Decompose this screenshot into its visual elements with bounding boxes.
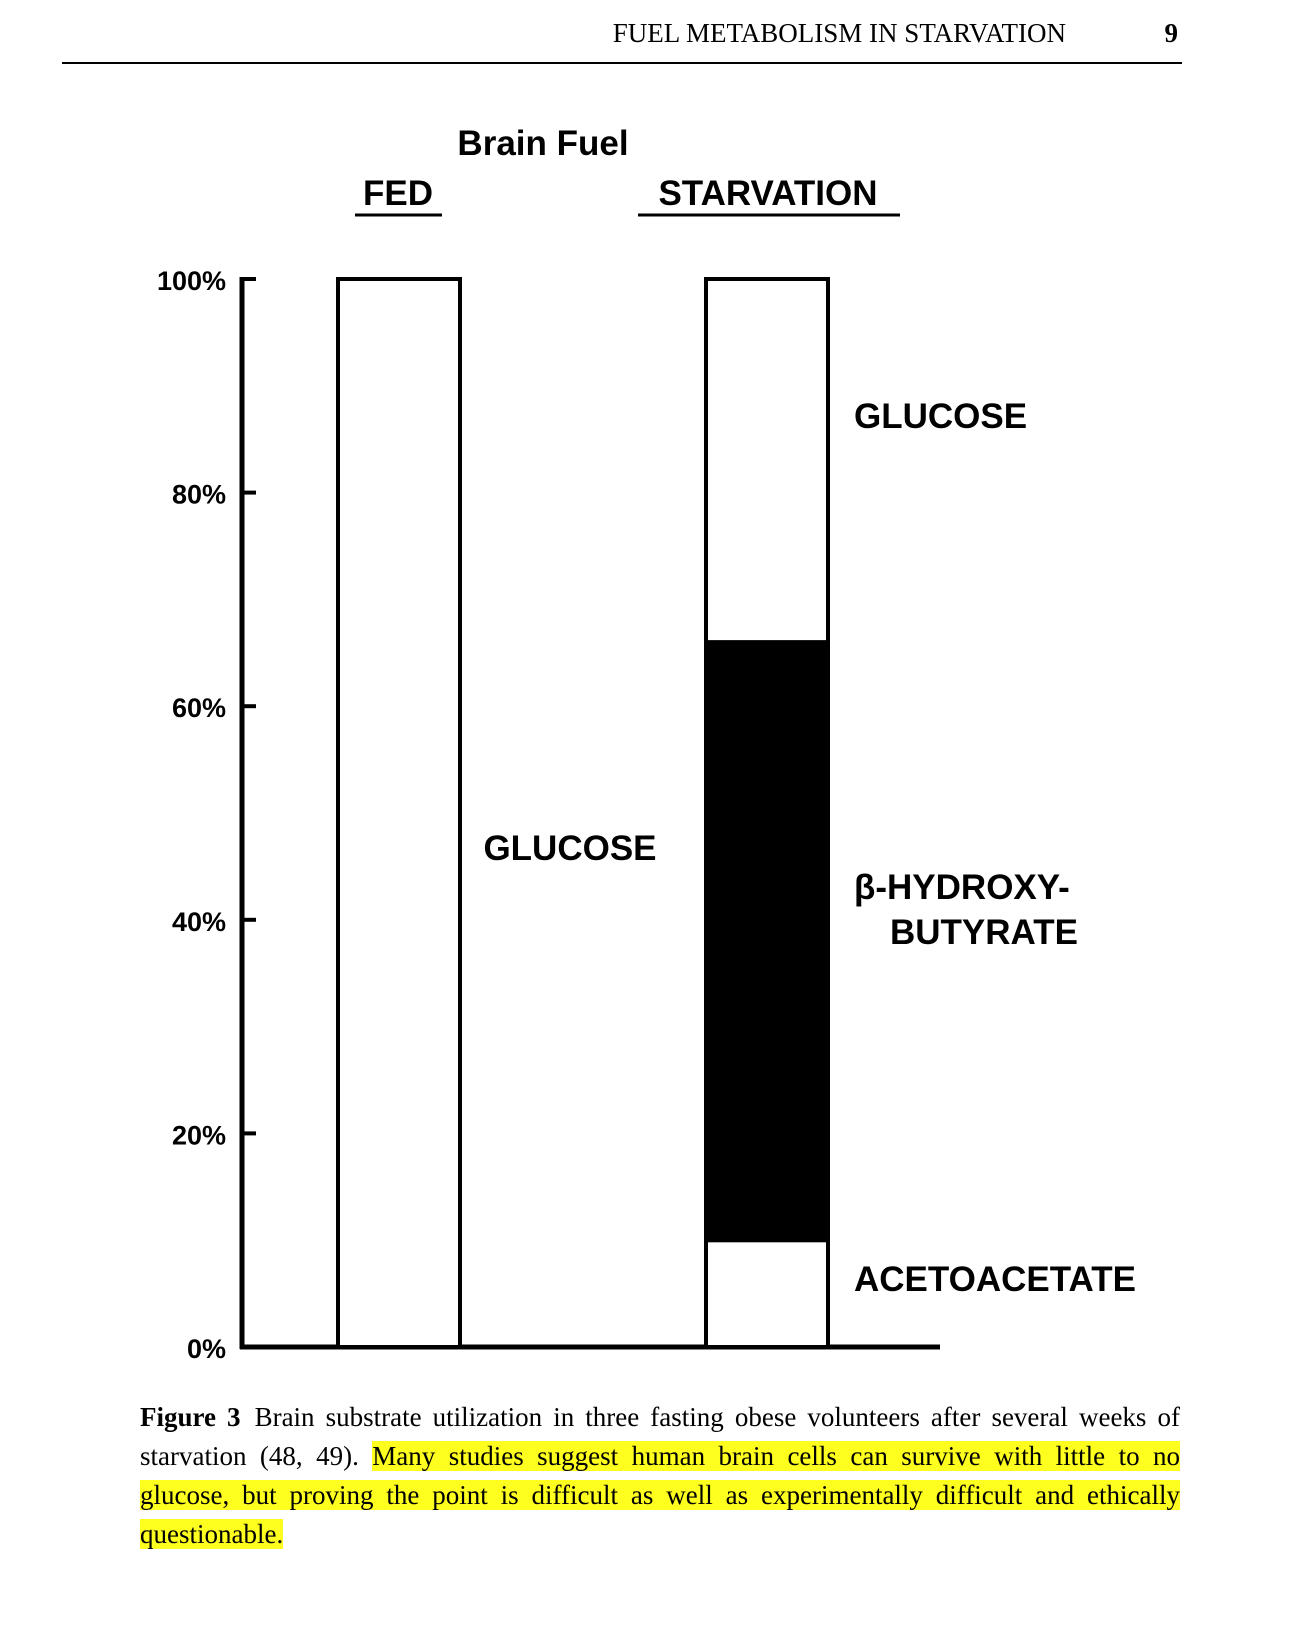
bar-starvation-segment-1 <box>706 642 828 1240</box>
hydroxy-label-line2: BUTYRATE <box>890 913 1078 952</box>
bar-starvation-segment-0 <box>706 1240 828 1347</box>
y-tick-label: 0% <box>186 1334 226 1364</box>
acetoacetate-label: ACETOACETATE <box>854 1260 1136 1299</box>
y-tick-label: 80% <box>171 479 226 510</box>
bar-fed-segment-2 <box>338 279 460 1347</box>
fed-glucose-label: GLUCOSE <box>483 829 657 868</box>
y-tick-label: 40% <box>171 906 226 937</box>
caption-label: Figure 3 <box>140 1402 241 1432</box>
caption-text: Brain substrate utilization in three fasting obese volunteers after several weeks of starvation (48, 49). <box>140 1402 1180 1471</box>
bar-starvation-segment-2 <box>706 279 828 642</box>
y-tick-label: 60% <box>171 693 226 724</box>
y-tick-label: 100% <box>156 266 226 296</box>
starvation-glucose-label: GLUCOSE <box>854 397 1028 436</box>
figure-caption <box>140 1398 1180 1554</box>
y-tick-label: 20% <box>171 1120 226 1151</box>
chart-title: Brain Fuel <box>457 124 629 163</box>
category-label-starvation: STARVATION <box>658 174 878 213</box>
running-title: FUEL METABOLISM IN STARVATION <box>612 18 1066 48</box>
caption-highlight: Many studies suggest human brain cells can survive with little to no glucose, but proving the point is difficult as well as experimentally difficult and ethically questionable. <box>140 1441 1181 1549</box>
page-number: 9 <box>1164 18 1178 48</box>
hydroxy-label-line1: β-HYDROXY- <box>854 868 1070 907</box>
category-label-fed: FED <box>363 174 433 213</box>
